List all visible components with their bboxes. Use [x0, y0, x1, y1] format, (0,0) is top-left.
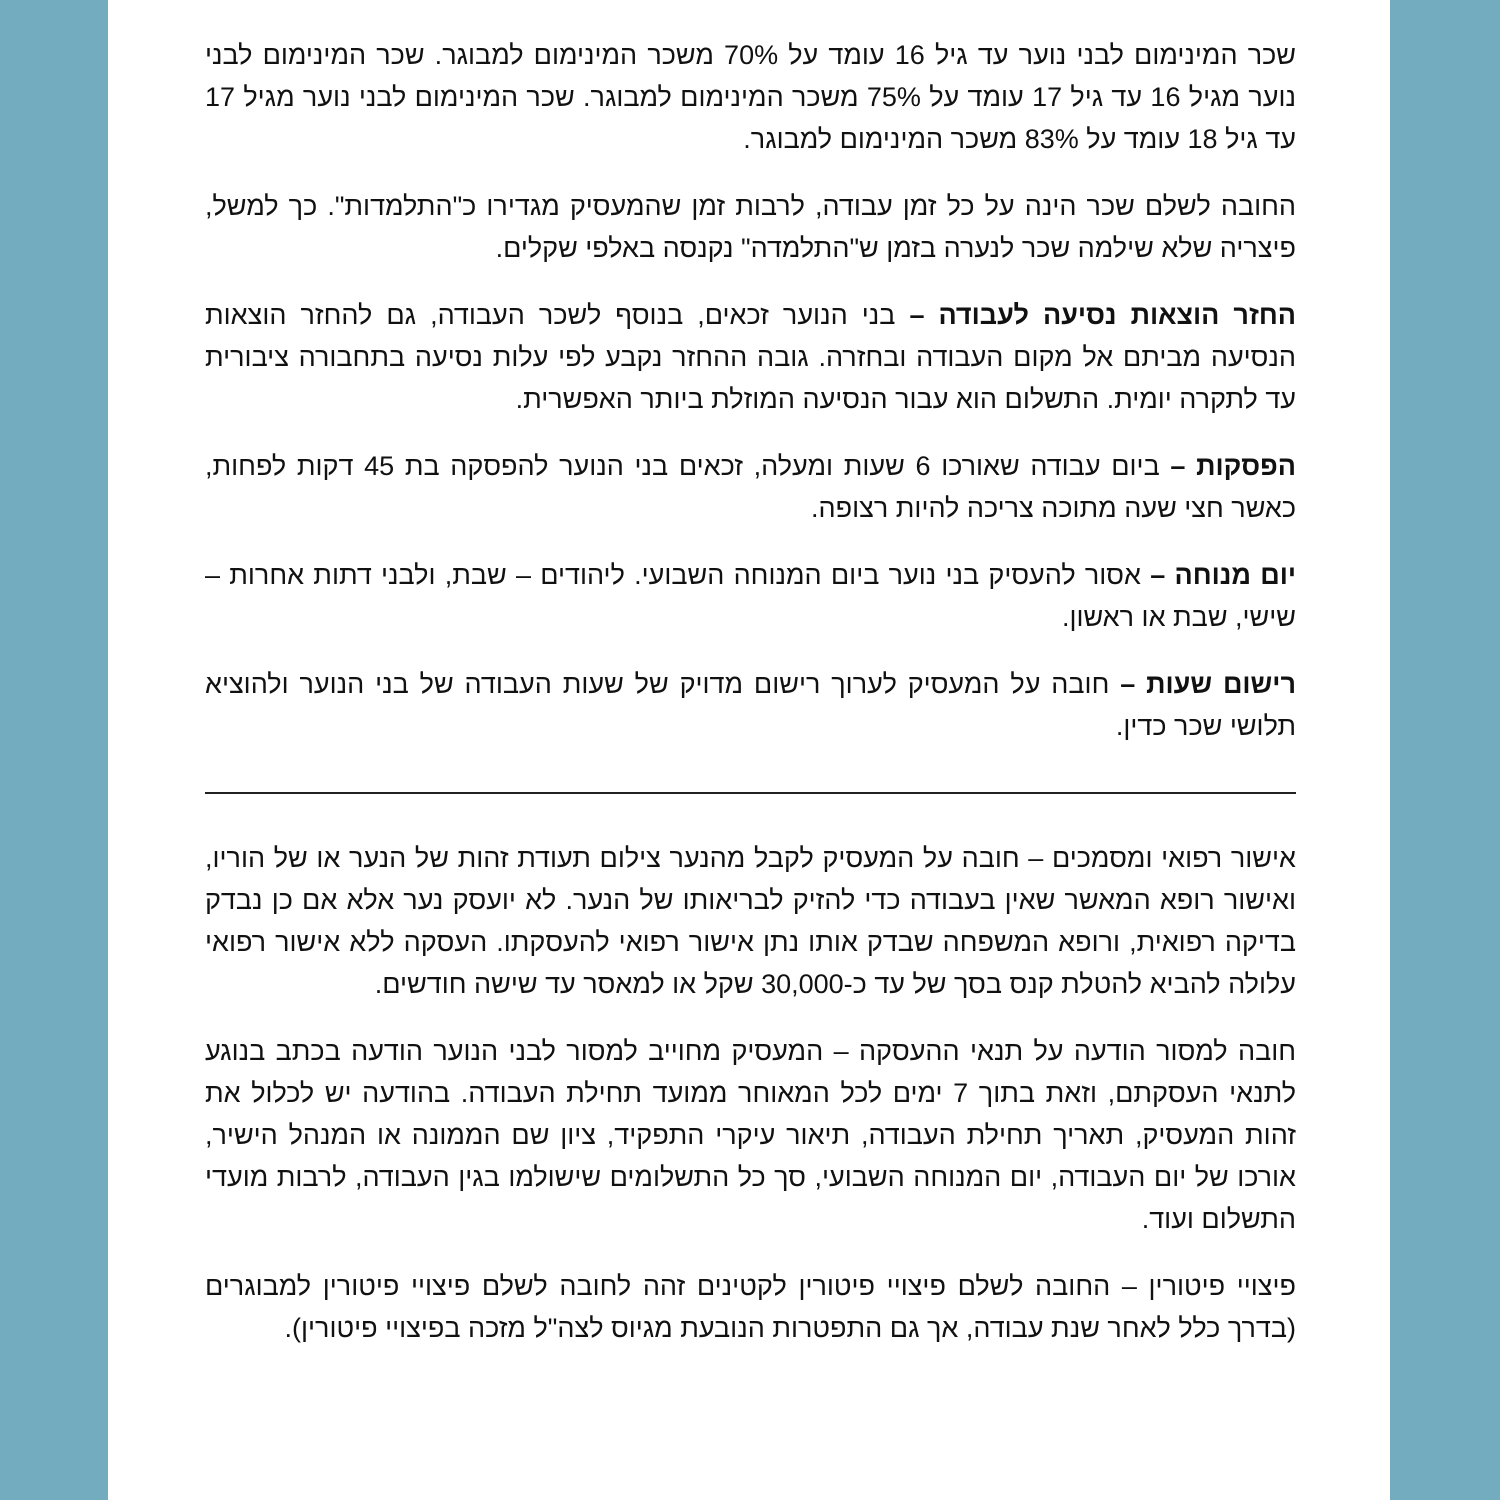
travel-expenses-paragraph [205, 294, 1296, 420]
medical-approval-paragraph [205, 837, 1296, 1005]
paragraph-text: בני הנוער זכאים, בנוסף לשכר העבודה, גם להחזר הוצאות הנסיעה מביתם אל מקום העבודה ובחזרה. גובה ההחזר נקבע לפי עלות נסיעה בתחבורה ציבורית עד לתקרה יומית. התשלום הוא עבור הנסיעה המוזלת ביותר האפשרית. [205, 300, 1296, 414]
paragraph-heading: יום מנוחה – [1150, 560, 1296, 590]
employment-notice-paragraph [205, 1030, 1296, 1240]
rest-day-paragraph [205, 554, 1296, 638]
paragraph-heading: החזר הוצאות נסיעה לעבודה – [909, 300, 1296, 330]
severance-pay-paragraph [205, 1265, 1296, 1349]
paragraph-text: החובה לשלם שכר הינה על כל זמן עבודה, לרבות זמן שהמעסיק מגדירו כ"התלמדות". כך למשל, פיצריה שלא שילמה שכר לנערה בזמן ש"התלמדה" נקנסה באלפי שקלים. [205, 191, 1296, 263]
paragraph-text: חובה על המעסיק לערוך רישום מדויק של שעות העבודה של בני הנוער ולהוציא תלושי שכר כדין. [205, 669, 1296, 741]
apprenticeship-pay-paragraph [205, 185, 1296, 269]
paragraph-text: שכר המינימום לבני נוער עד גיל 16 עומד על 70% משכר המינימום למבוגר. שכר המינימום לבני נוער מגיל 16 עד גיל 17 עומד על 75% משכר המינימום למבוגר. שכר המינימום לבני נוער מגיל 17 עד גיל 18 עומד על 83% משכר המינימום למבוגר. [205, 40, 1297, 154]
section-divider [205, 792, 1296, 794]
paragraph-heading: הפסקות – [1170, 451, 1296, 481]
minimum-wage-paragraph [205, 34, 1296, 160]
document-body [205, 34, 1296, 1349]
paragraph-text: אסור להעסיק בני נוער ביום המנוחה השבועי. ליהודים – שבת, ולבני דתות אחרות – שישי, שבת או ראשון. [205, 560, 1296, 632]
paragraph-text: ביום עבודה שאורכו 6 שעות ומעלה, זכאים בני הנוער להפסקה בת 45 דקות לפחות, כאשר חצי שעה מתוכה צריכה להיות רצופה. [205, 451, 1296, 523]
paragraph-text: חובה למסור הודעה על תנאי ההעסקה – המעסיק מחוייב למסור לבני הנוער הודעה בכתב בנוגע לתנאי העסקתם, וזאת בתוך 7 ימים לכל המאוחר ממועד תחילת העבודה. בהודעה יש לכלול את זהות המעסיק, תאריך תחילת העבודה, תיאור עיקרי התפקיד, ציון שם הממונה או המנהל הישיר, אורכו של יום העבודה, יום המנוחה השבועי, סך כל התשלומים שישולמו בגין העבודה, לרבות מועדי התשלום ועוד. [205, 1036, 1296, 1234]
paragraph-text: אישור רפואי ומסמכים – חובה על המעסיק לקבל מהנער צילום תעודת זהות של הנער או של הוריו, ואישור רופא המאשר שאין בעבודה כדי להזיק לבריאותו של הנער. לא יועסק נער אלא אם כן נבדק בדיקה רפואית, ורופא המשפחה שבדק אותו נתן אישור רפואי להעסקתו. העסקה ללא אישור רפואי עלולה להביא להטלת קנס בסך של עד כ-30,000 שקל או למאסר עד שישה חודשים. [205, 843, 1296, 999]
breaks-paragraph [205, 445, 1296, 529]
paragraph-text: פיצויי פיטורין – החובה לשלם פיצויי פיטורין לקטינים זהה לחובה לשלם פיצויי פיטורין למבוגרים (בדרך כלל לאחר שנת עבודה, אך גם התפטרות הנובעת מגיוס לצה"ל מזכה בפיצויי פיטורין). [205, 1271, 1296, 1343]
document-page [108, 0, 1390, 1500]
hours-recording-paragraph [205, 663, 1296, 747]
paragraph-heading: רישום שעות – [1120, 669, 1297, 699]
